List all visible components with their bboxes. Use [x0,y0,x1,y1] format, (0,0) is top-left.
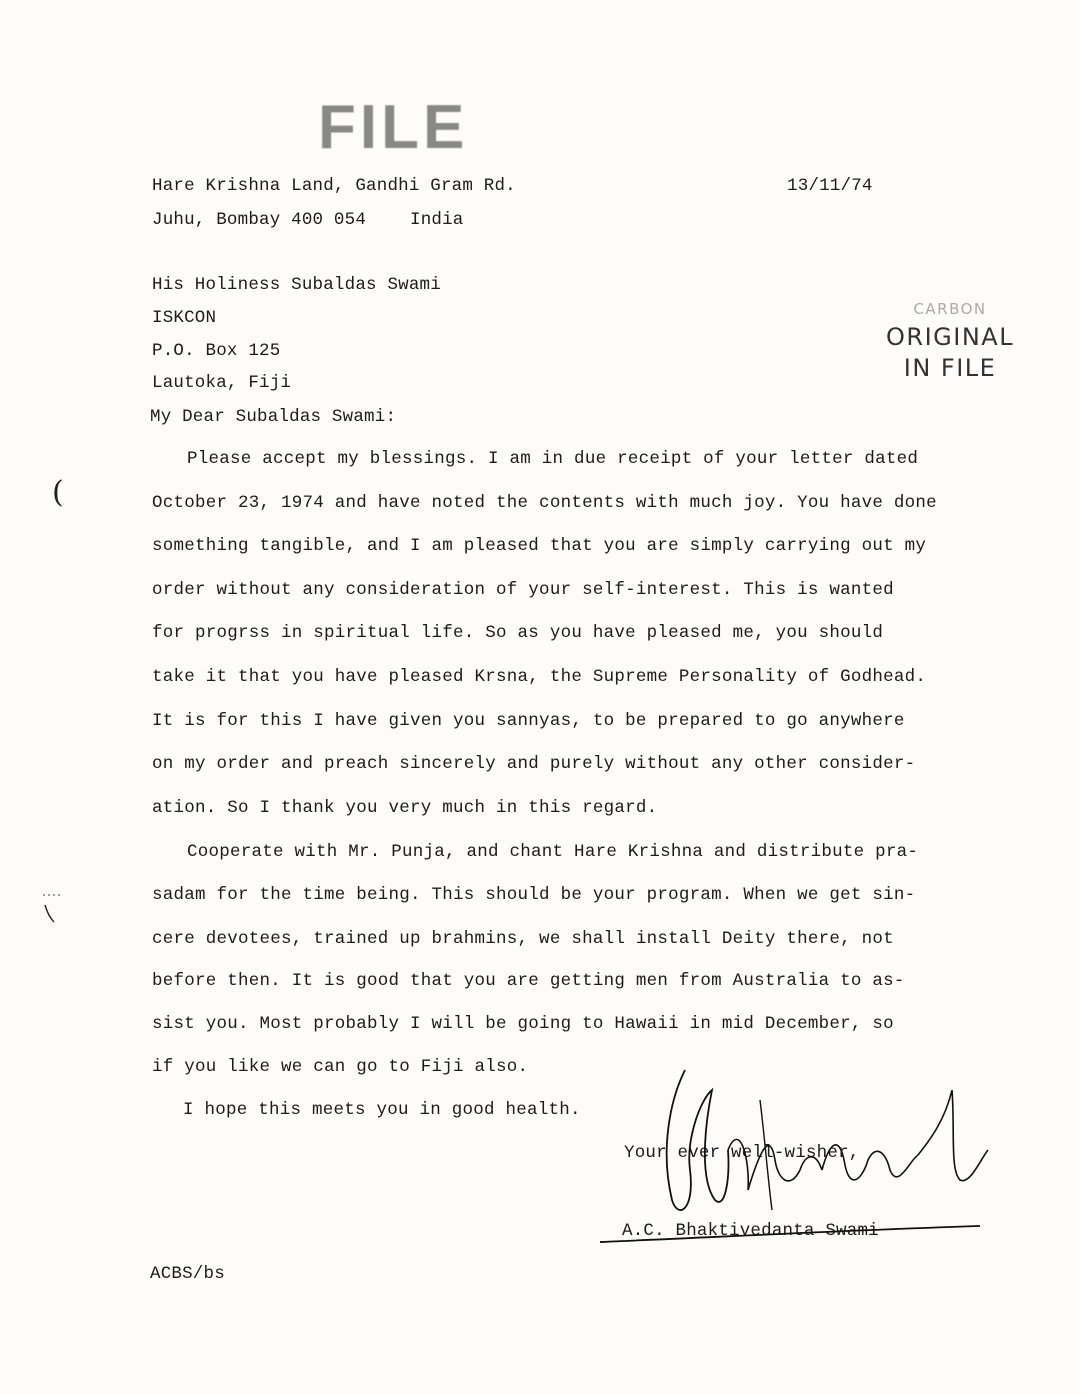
margin-punch-mark [38,890,68,930]
original-stamp-line2: IN FILE [903,354,997,382]
body-p1-line: It is for this I have given you sannyas, to be prepared to go anywhere [152,711,905,731]
recipient-city: Lautoka, Fiji [152,373,292,393]
reference-initials: ACBS/bs [150,1264,225,1284]
body-p1-line: Please accept my blessings. I am in due receipt of your letter dated [187,449,919,469]
salutation: My Dear Subaldas Swami: [150,407,397,427]
sender-address-line2: Juhu, Bombay 400 054 [152,210,367,230]
body-p2-line: sadam for the time being. This should be your program. When we get sin- [152,885,916,905]
file-stamp: FILE [318,93,469,162]
body-p1-line: October 23, 1974 and have noted the contents with much joy. You have done [152,493,937,513]
recipient-box: P.O. Box 125 [152,341,281,361]
signatory-name: A.C. Bhaktivedanta Swami [622,1221,879,1241]
body-p2-line: sist you. Most probably I will be going to Hawaii in mid December, so [152,1014,894,1034]
closing: Your ever well-wisher, [624,1143,860,1163]
body-p2-line: before then. It is good that you are getting men from Australia to as- [152,971,905,991]
sender-address-line1: Hare Krishna Land, Gandhi Gram Rd. [152,176,516,196]
body-p1-line: on my order and preach sincerely and purely without any other consider- [152,754,916,774]
body-p1-line: for progrss in spiritual life. So as you have pleased me, you should [152,623,884,643]
original-stamp-line1: ORIGINAL [886,323,1015,351]
recipient-org: ISKCON [152,308,217,328]
body-p2-line: if you like we can go to Fiji also. [152,1057,529,1077]
original-in-file-stamp [886,300,1015,384]
carbon-stamp-text: CARBON [913,300,987,318]
body-p2-line: Cooperate with Mr. Punja, and chant Hare Krishna and distribute pra- [187,842,919,862]
body-p3: I hope this meets you in good health. [183,1100,581,1120]
letter-date: 13/11/74 [787,176,873,196]
body-p1-line: something tangible, and I am pleased that you are simply carrying out my [152,536,927,556]
recipient-name: His Holiness Subaldas Swami [152,275,441,295]
handwritten-signature [600,1060,1000,1250]
body-p2-line: cere devotees, trained up brahmins, we shall install Deity there, not [152,929,894,949]
margin-punch-mark: ( [52,475,64,510]
body-p1-line: order without any consideration of your self-interest. This is wanted [152,580,894,600]
body-p1-line: ation. So I thank you very much in this regard. [152,798,658,818]
body-p1-line: take it that you have pleased Krsna, the Supreme Personality of Godhead. [152,667,927,687]
sender-country: India [410,210,464,230]
